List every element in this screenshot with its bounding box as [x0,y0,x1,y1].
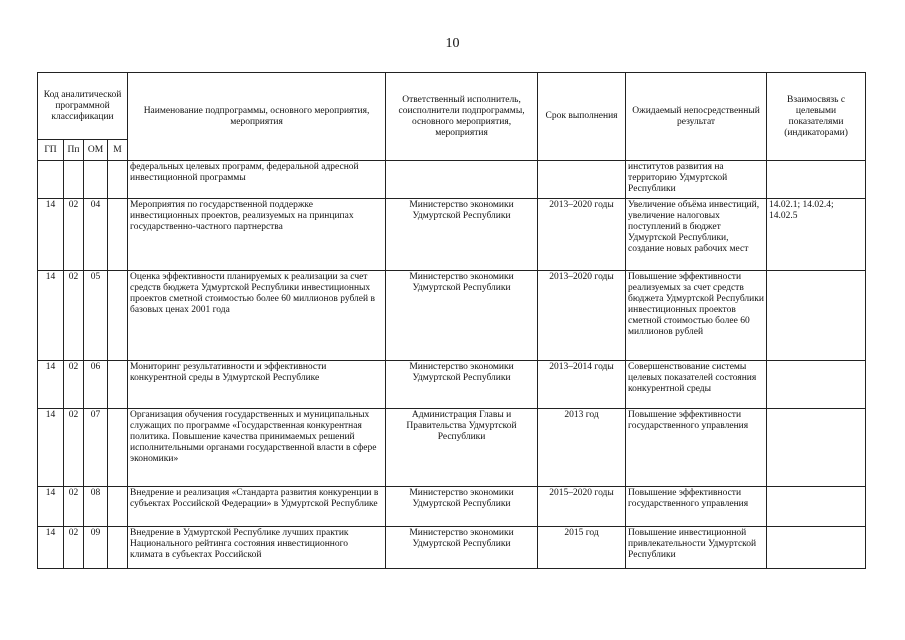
cell-pp: 02 [64,487,84,527]
cell-executor: Министерство экономики Удмуртской Республики [386,271,538,361]
page-number: 10 [445,36,460,51]
cell-pp: 02 [64,361,84,409]
cell-m [108,409,128,487]
name-header: Наименование подпрограммы, основного мероприятия, мероприятия [128,73,386,161]
cell-name: Внедрение и реализация «Стандарта развития конкуренции в субъектах Российской Федерации» в Удмуртской Республике [128,487,386,527]
executor-header: Ответственный исполнитель, соисполнители подпрограммы, основного мероприятия, мероприятия [386,73,538,161]
cell-name: федеральных целевых программ, федеральной адресной инвестиционной программы [128,161,386,199]
om-header: ОМ [84,140,108,161]
cell-link [767,487,866,527]
cell-m [108,527,128,569]
cell-result: институтов развития на территорию Удмуртской Республики [626,161,767,199]
table-row [38,487,866,527]
cell-term: 2013–2014 годы [538,361,626,409]
cell-link [767,527,866,569]
cell-result: Совершенствование системы целевых показателей состояния конкурентной среды [626,361,767,409]
cell-m [108,271,128,361]
cell-name: Внедрение в Удмуртской Республике лучших практик Национального рейтинга состояния инвестиционного климата в субъектах Российской [128,527,386,569]
cell-link: 14.02.1; 14.02.4; 14.02.5 [767,199,866,271]
cell-om: 04 [84,199,108,271]
cell-m [108,361,128,409]
cell-link [767,161,866,199]
cell-gp: 14 [38,527,64,569]
cell-gp: 14 [38,199,64,271]
cell-link [767,361,866,409]
cell-term: 2015–2020 годы [538,487,626,527]
cell-om: 06 [84,361,108,409]
gp-header: ГП [38,140,64,161]
cell-pp: 02 [64,271,84,361]
pp-header: Пп [64,140,84,161]
link-header: Взаимосвязь с целевыми показателями (индикаторами) [767,73,866,161]
cell-term: 2013 год [538,409,626,487]
cell-executor: Министерство экономики Удмуртской Республики [386,199,538,271]
cell-name: Мероприятия по государственной поддержке инвестиционных проектов, реализуемых на принципах государственно-частного партнерства [128,199,386,271]
cell-om: 05 [84,271,108,361]
code-header: Код аналитической программной классификации [38,73,128,140]
cell-pp [64,161,84,199]
m-header: М [108,140,128,161]
cell-executor [386,161,538,199]
cell-link [767,409,866,487]
cell-executor: Министерство экономики Удмуртской Республики [386,361,538,409]
term-header: Срок выполнения [538,73,626,161]
cell-om: 07 [84,409,108,487]
table-row [38,527,866,569]
cell-term: 2013–2020 годы [538,271,626,361]
table-row [38,271,866,361]
cell-result: Повышение эффективности государственного управления [626,409,767,487]
table-row [38,199,866,271]
cell-om: 08 [84,487,108,527]
cell-om [84,161,108,199]
cell-term: 2015 год [538,527,626,569]
cell-term [538,161,626,199]
cell-m [108,199,128,271]
table-row [38,361,866,409]
table-row [38,161,866,199]
cell-pp: 02 [64,527,84,569]
cell-gp: 14 [38,361,64,409]
cell-executor: Министерство экономики Удмуртской Республики [386,487,538,527]
cell-term: 2013–2020 годы [538,199,626,271]
cell-pp: 02 [64,409,84,487]
cell-gp: 14 [38,487,64,527]
cell-name: Оценка эффективности планируемых к реализации за счет средств бюджета Удмуртской Республики инвестиционных проектов сметной стоимостью более 60 миллионов рублей в базовых ценах 2001 года [128,271,386,361]
cell-result: Повышение эффективности государственного управления [626,487,767,527]
table-row [38,409,866,487]
cell-gp [38,161,64,199]
result-header: Ожидаемый непосредственный результат [626,73,767,161]
cell-gp: 14 [38,409,64,487]
cell-link [767,271,866,361]
cell-result: Повышение эффективности реализуемых за счет средств бюджета Удмуртской Республики инвестиционных проектов сметной стоимостью более 60 миллионов рублей [626,271,767,361]
cell-executor: Администрация Главы и Правительства Удмуртской Республики [386,409,538,487]
header-row [38,73,866,140]
cell-om: 09 [84,527,108,569]
program-table [37,72,866,569]
cell-name: Организация обучения государственных и муниципальных служащих по программе «Государственная конкурентная политика. Повышение качества принимаемых решений исполнительными органами государственной власти в сфере экономики» [128,409,386,487]
cell-m [108,487,128,527]
cell-executor: Министерство экономики Удмуртской Республики [386,527,538,569]
cell-pp: 02 [64,199,84,271]
cell-name: Мониторинг результативности и эффективности конкурентной среды в Удмуртской Республике [128,361,386,409]
cell-result: Повышение инвестиционной привлекательности Удмуртской Республики [626,527,767,569]
cell-m [108,161,128,199]
cell-gp: 14 [38,271,64,361]
cell-result: Увеличение объёма инвестиций, увеличение налоговых поступлений в бюджет Удмуртской Республики, создание новых рабочих мест [626,199,767,271]
